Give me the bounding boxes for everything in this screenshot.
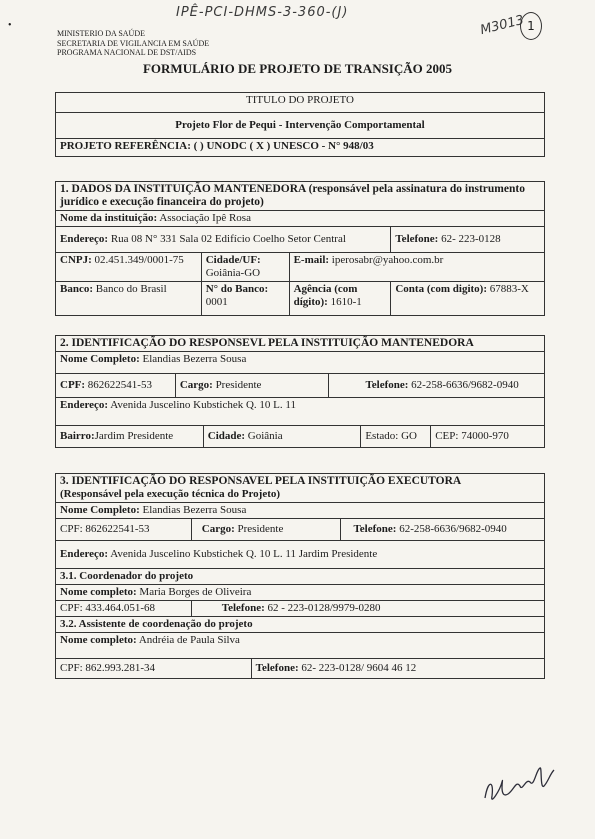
city-label: Cidade/UF:: [205, 254, 261, 266]
executor-cpf-cell: [56, 519, 192, 541]
project-reference: PROJETO REFERÊNCIA: ( ) UNODC ( X ) UNESCO - N° 948/03: [56, 139, 545, 157]
coordinator-phone-value: 62 - 223-0128/9979-0280: [267, 602, 381, 614]
coordinator-name-row: [56, 585, 545, 601]
email-cell: [289, 253, 544, 282]
responsible-cpf-cell: [56, 374, 176, 398]
coordinator-name-label: Nome completo:: [60, 586, 137, 598]
assistant-cpf-label: CPF:: [60, 662, 83, 674]
executor-cpf-value: 862622541-53: [85, 523, 150, 535]
project-title-value: Projeto Flor de Pequi - Intervenção Comportamental: [56, 113, 545, 139]
responsible-address-label: Endereço:: [60, 399, 109, 411]
section2-heading: 2. IDENTIFICAÇÃO DO RESPONSEVL PELA INSTITUIÇÃO MANTENEDORA: [56, 336, 545, 352]
responsible-phone-cell: [329, 374, 545, 398]
agency-label: Agência (com dígito):: [293, 283, 358, 308]
cnpj-label: CNPJ:: [60, 254, 92, 266]
section3-heading: 3. IDENTIFICAÇÃO DO RESPONSAVEL PELA INSTITUIÇÃO EXECUTORA: [60, 475, 462, 487]
section3-subheading: (Responsável pela execução técnica do Projeto): [60, 488, 281, 500]
cep-cell: [431, 426, 545, 448]
assistant-heading: 3.2. Assistente de coordenação do projeto: [56, 617, 545, 633]
email-value: iperosabr@yahoo.com.br: [331, 254, 444, 266]
phone-value: 62- 223-0128: [441, 233, 501, 245]
handwritten-reference: M3013: [478, 12, 526, 39]
coordinator-name-value: Maria Borges de Oliveira: [139, 586, 252, 598]
coordinator-phone-cell: [191, 601, 544, 617]
ministry-name: MINISTERIO DA SAÚDE: [57, 29, 145, 38]
address-value: Rua 08 N° 331 Sala 02 Edifício Coelho Setor Central: [110, 233, 346, 245]
handwritten-code: IPÊ-PCI-DHMS-3-360-(J): [176, 5, 349, 20]
state-label: Estado:: [365, 430, 399, 442]
responsible-address-value: Avenida Juscelino Kubstichek Q. 10 L. 11: [110, 399, 296, 411]
responsible-name-value: Elandias Bezerra Sousa: [142, 353, 247, 365]
cnpj-value: 02.451.349/0001-75: [94, 254, 184, 266]
account-cell: [391, 282, 545, 316]
executor-cpf-label: CPF:: [60, 523, 83, 535]
assistant-name-label: Nome completo:: [60, 634, 137, 646]
assistant-cpf-cell: [56, 659, 252, 679]
responsible-cpf-value: 862622541-53: [87, 379, 152, 391]
assistant-name-value: Andréia de Paula Silva: [138, 634, 240, 646]
executor-name-value: Elandias Bezerra Sousa: [142, 504, 247, 516]
signature-mark: [480, 760, 560, 810]
institution-name-row: [56, 211, 545, 227]
bank-value: Banco do Brasil: [95, 283, 167, 295]
coordinator-phone-label: Telefone:: [221, 602, 265, 614]
ministry-header: [57, 29, 209, 58]
address-cell: [56, 227, 391, 253]
executor-name-row: [56, 503, 545, 519]
responsible-phone-label: Telefone:: [365, 379, 409, 391]
bank-number-label: N° do Banco:: [205, 283, 269, 295]
executor-address-row: [56, 541, 545, 569]
bank-cell: [56, 282, 202, 316]
assistant-phone-cell: [251, 659, 544, 679]
coordinator-cpf-label: CPF:: [60, 602, 83, 614]
bank-number-cell: [201, 282, 289, 316]
district-value: Jardim Presidente: [94, 430, 174, 442]
program-name: PROGRAMA NACIONAL DE DST/AIDS: [57, 48, 197, 57]
project-title-label: TITULO DO PROJETO: [56, 93, 545, 113]
account-value: 67883-X: [489, 283, 529, 295]
responsible-name-label: Nome Completo:: [60, 353, 140, 365]
phone-label: Telefone:: [395, 233, 439, 245]
executor-phone-value: 62-258-6636/9682-0940: [399, 523, 507, 535]
responsible-role-cell: [175, 374, 329, 398]
executor-phone-label: Telefone:: [353, 523, 397, 535]
city-value: Goiânia-GO: [205, 267, 261, 279]
executor-role-cell: [191, 519, 341, 541]
account-label: Conta (com digito):: [395, 283, 488, 295]
assistant-phone-label: Telefone:: [255, 662, 299, 674]
project-title-table: [55, 92, 545, 157]
assistant-phone-value: 62- 223-0128/ 9604 46 12: [301, 662, 417, 674]
responsible-address-row: [56, 398, 545, 426]
coordinator-cpf-cell: [56, 601, 192, 617]
district-cell: [56, 426, 204, 448]
bank-number-value: 0001: [205, 296, 228, 308]
executor-role-value: Presidente: [237, 523, 284, 535]
state-cell: [361, 426, 431, 448]
institution-name-label: Nome da instituição:: [60, 212, 158, 224]
section2-table: [55, 335, 545, 448]
cep-label: CEP:: [435, 430, 459, 442]
coordinator-heading: 3.1. Coordenador do projeto: [56, 569, 545, 585]
responsible-role-label: Cargo:: [179, 379, 213, 391]
coordinator-cpf-value: 433.464.051-68: [85, 602, 156, 614]
executor-name-label: Nome Completo:: [60, 504, 140, 516]
form-title: FORMULÁRIO DE PROJETO DE TRANSIÇÃO 2005: [142, 61, 453, 76]
cnpj-cell: [56, 253, 202, 282]
assistant-name-row: [56, 633, 545, 659]
assistant-cpf-value: 862.993.281-34: [85, 662, 156, 674]
responsible-role-value: Presidente: [215, 379, 262, 391]
section1-heading: 1. DADOS DA INSTITUIÇÃO MANTENEDORA (responsável pela assinatura do instrumento jurídico e execução financeira do projeto): [56, 182, 545, 211]
responsible-city-value: Goiânia: [247, 430, 283, 442]
cep-value: 74000-970: [461, 430, 509, 442]
bank-label: Banco:: [60, 283, 93, 295]
district-label: Bairro:: [60, 430, 95, 442]
city-cell: [201, 253, 289, 282]
executor-address-value: Avenida Juscelino Kubstichek Q. 10 L. 11 Jardim Presidente: [110, 548, 378, 560]
section1-table: [55, 181, 545, 316]
state-value: GO: [401, 430, 417, 442]
page-number-circle: 1: [520, 12, 542, 40]
responsible-name-row: [56, 352, 545, 374]
agency-value: 1610-1: [330, 296, 362, 308]
agency-cell: [289, 282, 391, 316]
address-label: Endereço:: [60, 233, 109, 245]
responsible-cpf-label: CPF:: [60, 379, 86, 391]
bullet-mark: •: [8, 20, 12, 31]
responsible-city-label: Cidade:: [207, 430, 246, 442]
responsible-phone-value: 62-258-6636/9682-0940: [411, 379, 519, 391]
section3-table: [55, 473, 545, 679]
institution-name-value: Associação Ipê Rosa: [159, 212, 251, 224]
email-label: E-mail:: [293, 254, 330, 266]
executor-role-label: Cargo:: [201, 523, 235, 535]
secretariat-name: SECRETARIA DE VIGILANCIA EM SAÚDE: [57, 38, 210, 48]
executor-phone-cell: [341, 519, 545, 541]
executor-address-label: Endereço:: [60, 548, 109, 560]
phone-cell: [391, 227, 545, 253]
section3-heading-cell: [56, 474, 545, 503]
responsible-city-cell: [203, 426, 361, 448]
